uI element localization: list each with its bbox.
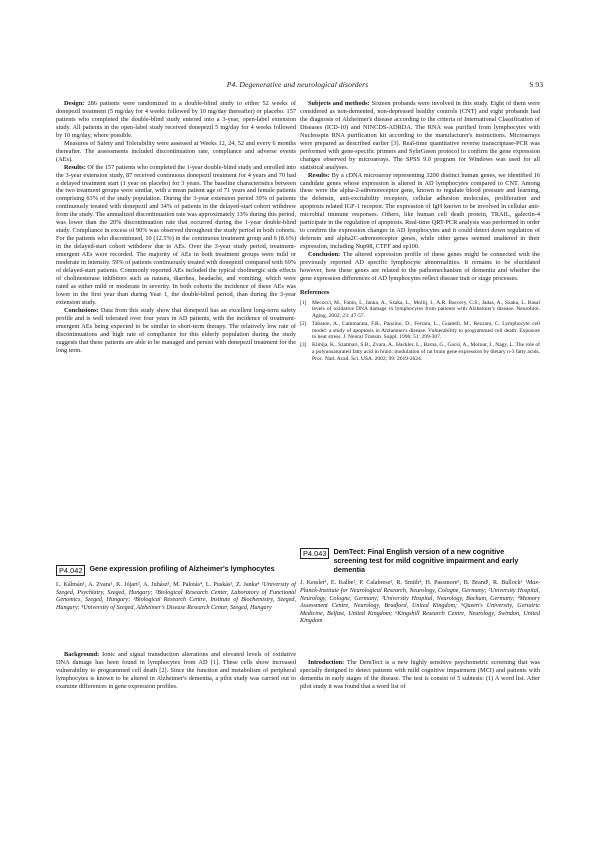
right-column (300, 100, 540, 364)
abstract-header-p4-042 (56, 565, 296, 612)
results-label: Results: (64, 163, 86, 171)
conclusion-text: The altered expression profile of these genes might be connected with the previously reported AD specific lymphocyte abnormalities. It remains to be elucidated however, how these genes are related to the pathomechanism of dementia and whether the gene expression differences of AD lymphocytes reflect disease trait or stage processes. (300, 251, 540, 282)
results-paragraph-right (300, 172, 540, 252)
authors-block (56, 582, 296, 612)
subjects-text: Sixteen probands were involved in this study. Eight of them were considered as non-demented, non-depressed healthy controls (CNT) and eight probands had the diagnosis of Alzheimer's disease according to the criteria of International Classification of Diseases (ICD-10) and NINCDS-ADRDA. The RNA was purified from lymphocytes with Nucleospin RNA purification kit according to the manufacturer's instructions. Microarrays were prepared as described earlier [3]. Real-time quantitative reverse transcriptase-PCR was performed with gene-specific primers and SybrGreen protocol to confirm the gene expression changes observed by microarrays. The SPSS 9.0 program for Windows was used for all statistical analyses. (300, 100, 540, 171)
introduction-label: Introduction: (308, 659, 345, 666)
results-label-right: Results: (308, 171, 330, 179)
subjects-label: Subjects and methods: (308, 100, 370, 107)
background-text: Ionic and signal transduction alterations and elevated levels of oxidative DNA damage has been found in lymphocytes from AD [1]. These cells show increased vulnerability to programmed cell death [2]. Since the function and metabolism of peripheral lymphocytes is known to be altered in Alzheimer's dementia, a pilot study was carried out to examine differences in gene expression profiles. (56, 651, 296, 690)
background-paragraph (56, 651, 296, 691)
conclusions-text: Data from this study show that donepezil has an excellent long-term safety profile and is well tolerated over four years in AD patients, with the incidence of treatment-emergent AEs being expected to be similar to short-term therapy. The relatively low rate of discontinuations and high rate of compliance for this elderly population during the study suggests that these patients are able to be managed and persist with donepezil treatment for the long term. (56, 306, 296, 354)
results-text: Of the 157 patients who completed the 1-year double-blind study and enrolled into the 3-year extension study, 87 received continuous donepezil treatment for 4 years and 70 had a delayed treatment start (1 year on placebo) for 3 years. The baseline characteristics between the two treatment groups were similar, with a mean patient age of 71 years and female patients comprising 63% of the study population. During the 3-year extension period 39% of patients continuously treated with donepezil and 34% of patients in the delayed-start cohort withdrew from the study. The annualized discontinuation rate was approximately 13% during this period, was lower than the 20% discontinuation rate that occurred during the 1-year double-blind study. Compliance in excess of 90% was observed throughout the study period in both cohorts. For the patients who discontinued, 10 (12.5%) in the continuous treatment group and 6 (8.6%) in the delayed-start cohort withdrew due to AEs. Over the 3-year study period, treatment-emergent AEs were recorded. The majority of AEs in both treatment groups were mild or moderate in intensity. 59% of patients continuously treated with donepezil compared with 69% of delayed-start patients. Commonly reported AEs included the typical cholinergic side effects of cholinesterase inhibitors such as nausea, diarrhea, headache, and vomiting, which were rated as either mild or moderate in severity. In both cohorts the incidence of these AEs was lower in the first year than during Year 1, the double-blind period, than during the 3-year extension study. (56, 163, 297, 306)
page-number: S 93 (529, 80, 543, 89)
conclusion-paragraph (300, 251, 540, 283)
reference-item: [2] Tabaton, A., Cammarata, F.R., Panzino, D., Ferrara, L., Guatelli, M., Rezzani, C. Lymphocyte cell model: a study of apoptosis in Alzheimer's disease. Vulnerability to programmed cell death: Exposure to heat stress. J. Neural Transm. Suppl. 1996; 51: 299-307. (300, 321, 540, 341)
affiliations: ¹University of Szeged, Psychiatry, Szeged, Hungary; ²Biological Research Center, Laboratory of Functional Genomics, Szeged, Hungary; ³Biological Research Centre, Institute of Biochemistry, Szeged, Hungary; ⁴University of Szeged, Alzheimer's Disease Research Center, Szeged, Hungary (56, 582, 296, 611)
subjects-paragraph (300, 100, 540, 172)
design-paragraph (56, 100, 296, 140)
authors-block (300, 580, 540, 626)
running-header: P4. Degenerative and neurological disorders (226, 80, 369, 89)
conclusions-label: Conclusions: (64, 306, 99, 314)
left-column (56, 100, 296, 355)
abstract-code: P4.043 (300, 548, 329, 559)
authors: J. Kessler¹, E. Kalbe², P. Calabrese³, R. Smith⁴, H. Passmore⁵, B. Brand¹, R. Bullock⁶ (300, 580, 523, 587)
references-heading: References (300, 288, 330, 296)
results-paragraph (56, 164, 296, 307)
abstract-title: Gene expression profiling of Alzheimer's lymphocytes (89, 564, 275, 573)
authors: L. Kálmán¹, A. Zvara¹, K. Jójart², A. Juhász³, M. Palotás⁴, L. Puskás¹, Z. Janka⁴ (56, 582, 260, 588)
reference-item: [3] Kimija, K., Szatmari, S.B., Zvara, A., Hackler, L., Barna, G., Gacsi, A., Molnar, I., Nagy, L. The role of a polyunsaturated fatty acid in brain: modulation of rat brain gene expression by dietary n-3 fatty acids. Proc. Natl. Acad. Sci. USA. 2002; 99: 2619-2624. (300, 342, 540, 362)
design-label: Design: (64, 100, 85, 107)
conclusion-label: Conclusion: (308, 251, 341, 259)
background-label: Background: (64, 651, 100, 658)
reference-item: [1] Mecocci, M., Fanin, I., Janka, A., Szaka, L., Mollij, I., A.R. Baccery, C.S., Jadas, A., Szaka, L. Basal levels of oxidative DNA damage in lymphocytes from patients with Alzheimer's disease. Neurobiol. Aging, 2002; 23: 47-57. (300, 299, 540, 320)
results-text-right: By a cDNA microarray representing 3200 distinct human genes, we identified 16 candidate genes whose expression is altered in AD lymphocytes compared to CNT. Among these were the alpha-2-adrenoreceptor gene, known to regulate blood pressure and learning, the defensin, anti-excitability receptors, cellular adhesion molecules, proliferation and apoptosis related IGF-1 receptor. The expression of IgH known to be involved in cellular anti-microbial immune responses. Others, like human cell death protein, TRAIL, galectin-4 participate in the regulation of apoptosis. Real-time QRT-PCR analysis was performed in order to confirm the expression changes in AD lymphocytes and it could detect down regulation of defensin and alpha2C-adrenoreceptor genes, while other genes seemed unaltered in their expression, including Nup98, CTFF and sp100. (300, 171, 540, 251)
abstract-code: P4.042 (56, 565, 85, 576)
introduction-text: The DemTect is a new highly sensitive psychometric screening that was specially designed to detect patients with mild cognitive impairment (MCI) and patients with dementia in early stages of the disease. The test is consist of 5 subtests: (1) A word list. After pilot study it was found that a word list of (300, 659, 541, 690)
conclusions-paragraph (56, 307, 296, 355)
introduction-paragraph (300, 659, 540, 691)
affiliations: ¹Max-Planck-Institute for Neurological Research, Neurology, Cologne, Germany; ²University Hospital, Neurology, Cologne, Germany; ³University Hospital, Neurology, Bochum, Germany; ⁴Memory Assessment Centre, Neurology, Bradford, United Kingdom; ⁵Queen's University, Geriatric Medicine, Belfast, United Kingdom; ⁶Kingshill Research Centre, Neurology, Swindon, United Kingdom (300, 580, 540, 625)
abstract-title: DemTect: Final English version of a new cognitive screening test for mild cognitive impairment and early dementia (333, 547, 519, 574)
design-text: 286 patients were randomized in a double-blind study to either 52 weeks of donepezil treatment (5 mg/day for 4 weeks followed by 10 mg/day thereafter) or placebo. 157 patients who completed the double-blind study entered into a 3-year, open-label extension study. All patients in the open-label study received donepezil 5 mg/day for 4 weeks followed by 10 mg/day, where possible. (56, 100, 297, 139)
measures-paragraph: Measures of Safety and Tolerability were assessed at Weeks 12, 24, 52 and every 6 months thereafter. The assessments included discontinuation rate, compliance and adverse events (AEs). (56, 139, 296, 163)
abstract-header-p4-043 (300, 548, 540, 626)
